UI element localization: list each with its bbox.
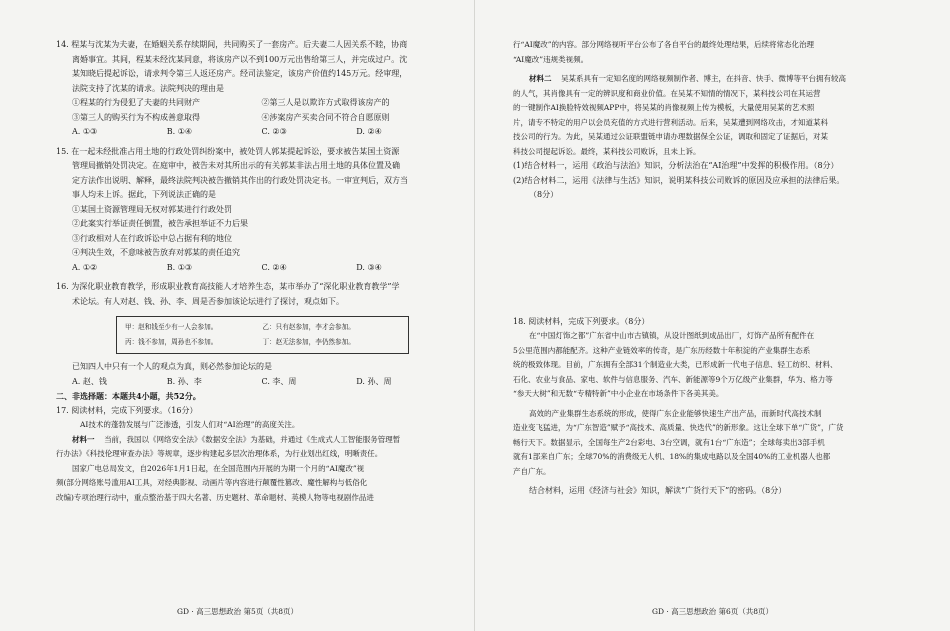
q15-option-d: D. ③④ [356, 262, 382, 272]
question-16 [56, 280, 451, 389]
material-2-line: 技公司的行为。为此，吴某通过公证联盟链申请办理数据保全公证，调取和固定了证据后，对某 [513, 132, 828, 141]
q18-para-1-line: “参天大树”和无数“专精特新”中小企业在市场条件下各美其美。 [513, 389, 724, 398]
q16-option-a: A. 赵、钱 [72, 376, 107, 386]
q15-statement: ④判决生效，不意味被告放弃对郭某的责任追究 [72, 248, 240, 257]
q15-stem-line: 事人均未上诉。据此，下列说法正确的是 [72, 190, 216, 199]
q15-statement: ③行政相对人在行政诉讼中总占据有利的地位 [72, 233, 232, 243]
q14-statement: ③第三人的购买行为不构成善意取得 [72, 112, 200, 122]
q15-stem-line: 管理局撤销处罚决定。在庭审中，被告未对其所出示的有关郭某非法占用土地的具体位置及确 [72, 161, 400, 170]
q18-para-2-line: 造业变飞猛进，为“广东智造”赋予“高技术、高质量、快迭代”的新形象。这让全球下单“广货”，广货 [513, 423, 844, 432]
material-1b-line: 国家广电总局发文，自2026年1月1日起，在全国范围内开展的为期一个月的“AI魔改”视 [72, 463, 365, 473]
q15-stem-line: 15. 在一起未经批准占用土地的行政处罚纠纷案中，被处罚人郭某提起诉讼，要求被告某国土资源 [56, 146, 400, 156]
q18-para-1-line: 5公里范围内都能配齐。这种产业链效率的传奇，是广东历经数十年积淀的产业集群生态系 [513, 345, 811, 355]
opinion-jia: 甲：赵和钱至少有一人会参加。 [125, 323, 218, 331]
q15-statement: ①某国土资源管理局无权对郭某进行行政处罚 [72, 204, 232, 214]
q17-requirement-2: (2)结合材料二，运用《法律与生活》知识，说明某科技公司败诉的原因及应承担的法律后果。 [513, 175, 845, 185]
q16-stem-line: 16. 为深化职业教育教学，形成职业教育高技能人才培养生态，某市举办了“深化职业教育教学”学 [56, 282, 400, 291]
q18-para-2-line: 产自广东。 [513, 466, 551, 476]
q15-options [56, 261, 451, 276]
q17-requirement-2-score: （8分） [529, 190, 559, 199]
q14-statements [56, 96, 451, 125]
material-1-continued: “AI魔改”违规类视频。 [513, 54, 589, 64]
material-2-line: 科技公司提起诉讼。最终，某科技公司败诉，且未上诉。 [513, 146, 701, 156]
q16-opinion-box [116, 316, 409, 354]
opinion-bing: 丙：钱不参加，周孙也不参加。 [125, 338, 218, 346]
q14-statement: ②第三人是以欺诈方式取得该房产的 [261, 98, 390, 107]
q15-stem-line: 定方法作出说明、解释，最终法院判决被告撤销其作出的行政处罚决定书。一审宣判后，双方当 [72, 175, 408, 185]
question-18 [513, 315, 910, 499]
section-2-heading: 二、非选择题：本题共4小题，共52分。 [56, 391, 201, 401]
page-5-footer: GD · 高三思想政治 第5页（共8页） [176, 607, 299, 616]
opinion-yi: 乙：只有赵参加，李才会参加。 [262, 323, 355, 331]
q15-option-a: A. ①② [72, 262, 98, 272]
q18-para-1-line: 统的极致体现。目前，广东拥有全部31个制造业大类，已形成新一代电子信息、轻工纺织、材料、 [513, 360, 838, 369]
q15-option-b: B. ①③ [166, 262, 193, 272]
q17-head: 17. 阅读材料，完成下列要求。（16分） [56, 405, 198, 415]
material-1-line: 当前，我国以《网络安全法》《数据安全法》为基础，并通过《生成式人工智能服务管理暂 [104, 434, 401, 444]
q17-requirement-1: (1)结合材料一，运用《政治与法治》知识，分析法治在“AI治理”中发挥的积极作用。（8分） [513, 161, 839, 170]
q14-statement: ④涉案房产买卖合同不符合自愿原则 [261, 112, 390, 122]
q14-option-c: C. ②③ [261, 127, 287, 136]
material-2-line: 的人气，其肖像具有一定的辨识度和商业价值。在吴某不知情的情况下，某科技公司在其运营 [513, 88, 821, 98]
q16-option-d: D. 孙、周 [356, 376, 392, 386]
material-1-label: 材料一 [72, 434, 95, 444]
q16-options [56, 375, 451, 390]
question-17 [56, 404, 451, 506]
q18-para-1-line: 在“中国灯饰之都”广东省中山市古镇镇，从设计图纸到成品出厂，灯饰产品所有配件在 [529, 331, 815, 340]
q18-head: 18. 阅读材料，完成下列要求。（8分） [513, 316, 650, 326]
q18-para-2-line: 高效的产业集群生态系统的形成，使得广东企业能够快速生产出产品，而新时代高技术制 [529, 408, 822, 418]
material-1-line: 行办法》《科技伦理审查办法》等规章，逐步构建起多层次治理体系，为行业划出红线，明晰责任。 [56, 449, 383, 458]
material-1b-line: 频(部分网络账号滥用AI工具，对经典影视、动画片等内容进行颠覆性篡改、魔性解构与低俗化 [56, 478, 368, 487]
q14-options [56, 125, 451, 140]
q14-option-a: A. ①③ [72, 127, 98, 136]
page-6-footer: GD · 高三思想政治 第6页（共8页） [651, 607, 774, 616]
q14-option-b: B. ①④ [166, 127, 193, 136]
question-15 [56, 145, 451, 276]
material-1-continued: 行“AI魔改”的内容。部分网络视听平台公布了各自平台的最终处理结果，后续将常态化治理 [513, 40, 815, 49]
q18-para-2-line: 畅行天下。数据显示，全国每生产2台彩电、3台空调，就有1台“广东造”；全球每卖出3部手机 [513, 437, 825, 447]
q18-requirement: 结合材料，运用《经济与社会》知识，解读“广货行天下”的密码。（8分） [529, 486, 787, 495]
q14-stem-line: 14. 程某与沈某为夫妻，在婚姻关系存续期间，共同购买了一套房产。后夫妻二人因关系不睦，协商 [56, 40, 408, 49]
material-2-label: 材料二 [529, 74, 552, 83]
q16-stem-line: 术论坛。有人对赵、钱、孙、李、周是否参加该论坛进行了探讨，观点如下。 [72, 296, 344, 306]
q14-option-d: D. ②④ [356, 127, 382, 136]
opinion-ding: 丁：赵无法参加，李仍然参加。 [262, 338, 355, 346]
question-14 [56, 38, 451, 140]
q14-stem-line: 法院支持了沈某的请求。法院判决的理由是 [72, 83, 224, 93]
q16-option-b: B. 孙、李 [166, 376, 202, 386]
q18-para-2-line: 就有1部来自广东；全球70%的消费级无人机、18%的集成电路以及全国40%的工业机器人也都 [513, 452, 831, 461]
material-2-line: 的一键制作AI换脸特效视频APP中，将吴某的肖像视频上传为模板，大量使用吴某的艺术照 [513, 103, 815, 112]
q14-stem-line: 离婚事宜。其间，程某未经沈某同意，将该房产以不到100万元出售给第三人，并完成过户。沈 [72, 54, 408, 64]
page-6 [475, 0, 950, 631]
q14-stem-line: 某知晓后提起诉讼，请求判令第三人返还房产。经司法鉴定，该房产价值约145万元。经审理， [72, 69, 408, 78]
material-1b-line: 改编)专项治理行动中，重点整治基于四大名著、历史题材、革命题材、英模人物等电视剧作品进 [56, 492, 374, 502]
q16-condition: 已知四人中只有一个人的观点为真，则必然参加论坛的是 [72, 362, 272, 371]
q15-option-c: C. ②④ [261, 262, 287, 272]
material-2-line: 吴某系具有一定知名度的网络视频制作者、博主，在抖音、快手、微博等平台拥有较高 [561, 74, 847, 83]
material-2-line: 片，请专不特定的用户以会员充值的方式进行营利活动。后来，吴某遭到网络攻击，才知道某科 [513, 117, 828, 127]
q15-statement: ②此案实行举证责任倒置，被告承担举证不力后果 [72, 219, 248, 228]
q18-para-1-line: 石化、农业与食品、家电、软件与信息服务、汽车、新能源等9个万亿级产业集群，华为、格力等 [513, 374, 833, 384]
q14-statement: ①程某的行为侵犯了夫妻的共同财产 [72, 98, 200, 107]
q16-option-c: C. 李、周 [261, 376, 297, 386]
q17-intro: AI技术的蓬勃发展与广泛渗透，引发人们对“AI治理”的高度关注。 [80, 420, 300, 429]
